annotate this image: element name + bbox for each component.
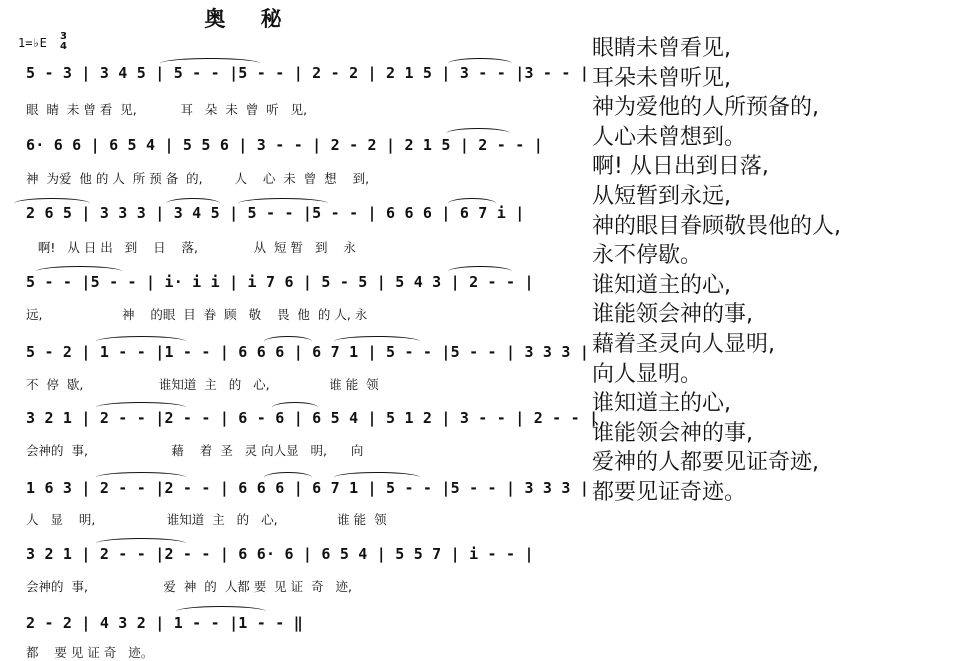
- lyric-line-9: 都 要 见 证 奇 迹。: [26, 645, 154, 660]
- tie-arc: [334, 336, 420, 347]
- notation-line-9: 2 - 2 | 4 3 2 | 1 - - |1 - - ‖: [26, 614, 303, 632]
- lyric-line-6: 会神的 事, 藉 着 圣 灵 向人显 明, 向: [26, 443, 364, 458]
- time-signature-top: 3: [60, 31, 67, 42]
- lyrics-text-block: [592, 34, 952, 508]
- lyrics-line: 谁能领会神的事,: [592, 302, 753, 328]
- notation-line-7: 1 6 3 | 2 - - |2 - - | 6 6 6 | 6 7 1 | 5 - - |5 - - | 3 3 3 |: [26, 479, 590, 497]
- notation-line-1: 5 - 3 | 3 4 5 | 5 - - |5 - - | 2 - 2 | 2 1 5 | 3 - - |3 - - |: [26, 64, 590, 82]
- lyric-line-5: 不 停 歇, 谁知道 主 的 心, 谁 能 领: [26, 377, 379, 392]
- lyrics-line: 神为爱他的人所预备的,: [592, 95, 819, 121]
- tie-arc: [264, 472, 312, 483]
- tie-arc: [160, 58, 260, 69]
- lyrics-line: 从短暂到永远,: [592, 183, 731, 209]
- lyric-line-4: 远, 神 的眼 目 眷 顾 敬 畏 他 的 人, 永: [26, 307, 368, 322]
- tie-arc: [334, 472, 420, 483]
- tie-arc: [238, 198, 328, 209]
- tie-arc: [96, 336, 186, 347]
- tie-arc: [96, 538, 186, 549]
- lyrics-line: 谁知道主的心,: [592, 391, 731, 417]
- lyrics-line: 爱神的人都要见证奇迹,: [592, 450, 819, 476]
- lyrics-line: 人心未曾想到。: [592, 124, 747, 150]
- lyric-line-3: 啊! 从 日 出 到 日 落, 从 短 暂 到 永: [26, 240, 356, 255]
- tie-arc: [14, 198, 90, 209]
- tie-arc: [448, 58, 512, 69]
- tie-arc: [96, 472, 186, 483]
- lyrics-line: 耳朵未曾听见,: [592, 65, 731, 91]
- lyrics-line: 谁知道主的心,: [592, 272, 731, 298]
- lyric-line-7: 人 显 明, 谁知道 主 的 心, 谁 能 领: [26, 512, 387, 527]
- tie-arc: [96, 402, 186, 413]
- song-title: 奥 秘: [204, 7, 296, 31]
- lyric-line-1: 眼 睛 未 曾 看 见, 耳 朵 未 曾 听 见,: [26, 102, 308, 117]
- lyrics-line: 都要见证奇迹。: [592, 479, 747, 505]
- lyrics-line: 谁能领会神的事,: [592, 420, 753, 446]
- notation-line-6: 3 2 1 | 2 - - |2 - - | 6 - 6 | 6 5 4 | 5 1 2 | 3 - - | 2 - - |: [26, 409, 599, 427]
- time-signature: [60, 32, 67, 52]
- notation-line-3: 2 6 5 | 3 3 3 | 3 4 5 | 5 - - |5 - - | 6 6 6 | 6 7 i |: [26, 204, 525, 222]
- tie-arc: [176, 606, 266, 617]
- lyrics-line: 向人显明。: [592, 361, 703, 387]
- tie-arc: [36, 266, 122, 277]
- tie-arc: [446, 128, 510, 139]
- lyrics-line: 永不停歇。: [592, 243, 703, 269]
- tie-arc: [264, 336, 312, 347]
- lyrics-line: 神的眼目眷顾敬畏他的人,: [592, 213, 841, 239]
- tie-arc: [166, 198, 220, 209]
- time-signature-bottom: 4: [60, 41, 67, 52]
- notation-line-5: 5 - 2 | 1 - - |1 - - | 6 6 6 | 6 7 1 | 5 - - |5 - - | 3 3 3 |: [26, 343, 590, 361]
- lyric-line-2: 神 为爱 他 的 人 所 预 备 的, 人 心 未 曾 想 到,: [26, 171, 370, 186]
- lyric-line-8: 会神的 事, 爱 神 的 人都 要 见 证 奇 迹,: [26, 579, 352, 594]
- key-signature: 1=♭E: [18, 36, 47, 50]
- notation-line-4: 5 - - |5 - - | i· i i | i 7 6 | 5 - 5 | 5 4 3 | 2 - - |: [26, 273, 534, 291]
- lyrics-line: 藉着圣灵向人显明,: [592, 331, 775, 357]
- lyrics-line: 啊! 从日出到日落,: [592, 154, 769, 180]
- tie-arc: [448, 266, 512, 277]
- notation-line-2: 6· 6 6 | 6 5 4 | 5 5 6 | 3 - - | 2 - 2 | 2 1 5 | 2 - - |: [26, 136, 543, 154]
- lyrics-line: 眼睛未曾看见,: [592, 36, 731, 61]
- tie-arc: [448, 198, 496, 209]
- tie-arc: [272, 402, 318, 413]
- notation-line-8: 3 2 1 | 2 - - |2 - - | 6 6· 6 | 6 5 4 | 5 5 7 | i - - |: [26, 545, 534, 563]
